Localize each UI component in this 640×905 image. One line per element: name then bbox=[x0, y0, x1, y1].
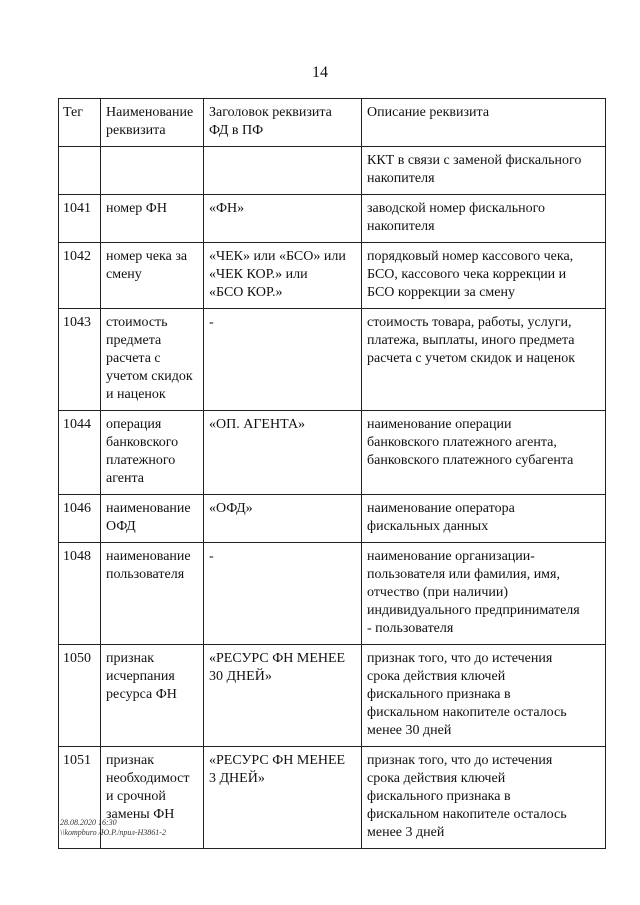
cell-title: «РЕСУРС ФН МЕНЕЕ 3 ДНЕЙ» bbox=[204, 747, 362, 849]
document-footer bbox=[60, 818, 166, 838]
cell-description: признак того, что до истечения срока действия ключей фискального признака в фискальном накопителе осталось менее 30 дней bbox=[362, 645, 606, 747]
cell-title: «ОФД» bbox=[204, 495, 362, 543]
table-row bbox=[59, 543, 606, 645]
table-row bbox=[59, 645, 606, 747]
cell-tag: 1046 bbox=[59, 495, 101, 543]
cell-description: заводской номер фискального накопителя bbox=[362, 195, 606, 243]
header-name: Наименование реквизита bbox=[101, 99, 204, 147]
table-header-row bbox=[59, 99, 606, 147]
cell-title: - bbox=[204, 543, 362, 645]
table-row bbox=[59, 309, 606, 411]
cell-description: ККТ в связи с заменой фискального накопителя bbox=[362, 147, 606, 195]
cell-name: признак исчерпания ресурса ФН bbox=[101, 645, 204, 747]
cell-description: стоимость товара, работы, услуги, платежа, выплаты, иного предмета расчета с учетом скидок и наценок bbox=[362, 309, 606, 411]
cell-tag: 1051 bbox=[59, 747, 101, 849]
footer-file-path: \\kompburo /Ю.Р./прил-Н3861-2 bbox=[60, 828, 166, 837]
cell-title: «РЕСУРС ФН МЕНЕЕ 30 ДНЕЙ» bbox=[204, 645, 362, 747]
cell-tag: 1048 bbox=[59, 543, 101, 645]
cell-tag bbox=[59, 147, 101, 195]
cell-name: операция банковского платежного агента bbox=[101, 411, 204, 495]
cell-tag: 1043 bbox=[59, 309, 101, 411]
cell-name bbox=[101, 147, 204, 195]
cell-name: номер чека за смену bbox=[101, 243, 204, 309]
table-row bbox=[59, 147, 606, 195]
cell-name: наименование ОФД bbox=[101, 495, 204, 543]
cell-description: наименование организации- пользователя или фамилия, имя, отчество (при наличии) индивидуального предпринимателя - пользователя bbox=[362, 543, 606, 645]
header-description: Описание реквизита bbox=[362, 99, 606, 147]
cell-title bbox=[204, 147, 362, 195]
requisites-table bbox=[58, 98, 606, 849]
cell-description: наименование операции банковского платежного агента, банковского платежного субагента bbox=[362, 411, 606, 495]
header-title: Заголовок реквизита ФД в ПФ bbox=[204, 99, 362, 147]
table-row bbox=[59, 195, 606, 243]
cell-title: «ОП. АГЕНТА» bbox=[204, 411, 362, 495]
cell-description: признак того, что до истечения срока действия ключей фискального признака в фискальном накопителе осталось менее 3 дней bbox=[362, 747, 606, 849]
page-number: 14 bbox=[312, 64, 328, 81]
table-row bbox=[59, 411, 606, 495]
table-row bbox=[59, 495, 606, 543]
cell-tag: 1050 bbox=[59, 645, 101, 747]
cell-tag: 1044 bbox=[59, 411, 101, 495]
footer-date: 28.08.2020 16:30 bbox=[60, 818, 117, 827]
cell-tag: 1041 bbox=[59, 195, 101, 243]
cell-description: наименование оператора фискальных данных bbox=[362, 495, 606, 543]
cell-title: «ЧЕК» или «БСО» или «ЧЕК КОР.» или «БСО КОР.» bbox=[204, 243, 362, 309]
cell-tag: 1042 bbox=[59, 243, 101, 309]
header-tag: Тег bbox=[59, 99, 101, 147]
cell-title: «ФН» bbox=[204, 195, 362, 243]
cell-name: признак необходимост и срочной замены ФН bbox=[101, 747, 204, 849]
cell-description: порядковый номер кассового чека, БСО, кассового чека коррекции и БСО коррекции за смену bbox=[362, 243, 606, 309]
cell-name: стоимость предмета расчета с учетом скидок и наценок bbox=[101, 309, 204, 411]
cell-name: наименование пользователя bbox=[101, 543, 204, 645]
table-row bbox=[59, 243, 606, 309]
cell-name: номер ФН bbox=[101, 195, 204, 243]
cell-title: - bbox=[204, 309, 362, 411]
